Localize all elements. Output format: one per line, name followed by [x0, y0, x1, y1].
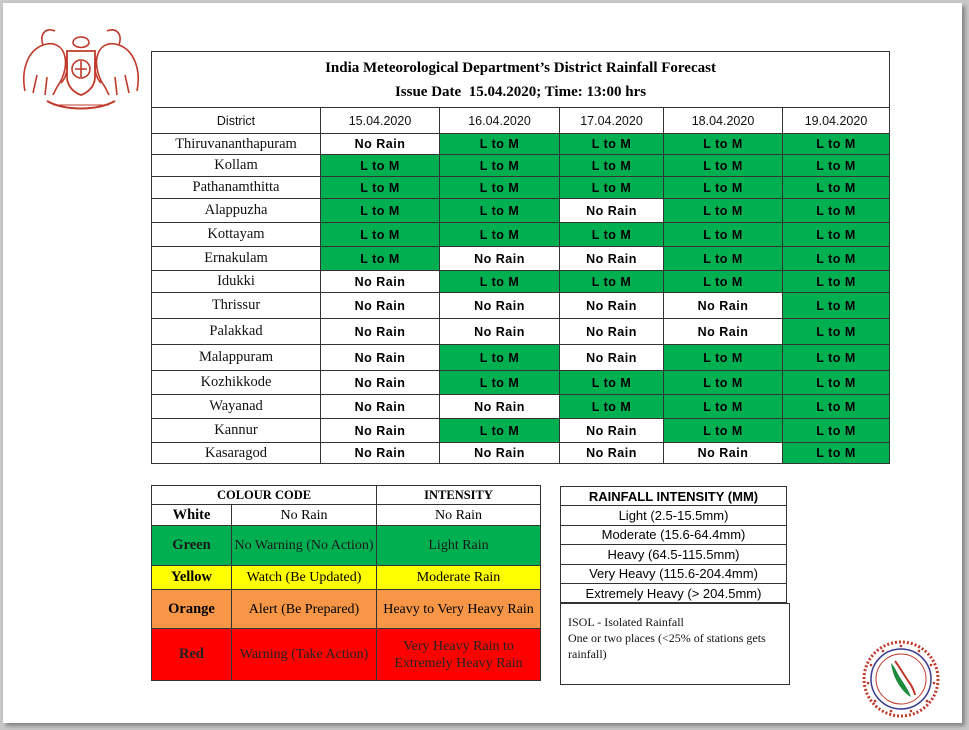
table-row [152, 419, 890, 443]
district-name: Ernakulam [152, 247, 321, 271]
colour-row-yellow [152, 566, 541, 590]
table-row [152, 443, 890, 464]
district-name: Kottayam [152, 223, 321, 247]
district-forecast-table [151, 51, 890, 464]
forecast-cell: No Rain [664, 319, 783, 345]
forecast-cell: L to M [664, 199, 783, 223]
forecast-cell: No Rain [321, 293, 440, 319]
table-row [152, 271, 890, 293]
colour-meaning: Watch (Be Updated) [232, 566, 377, 590]
table-row [152, 293, 890, 319]
forecast-cell: No Rain [321, 271, 440, 293]
forecast-cell: No Rain [321, 134, 440, 155]
isol-note-box [560, 603, 790, 685]
table-header-row [152, 108, 890, 134]
isol-description: One or two places (<25% of stations gets rainfall) [568, 631, 766, 661]
forecast-cell: No Rain [560, 419, 664, 443]
table-row [152, 345, 890, 371]
forecast-cell: L to M [321, 247, 440, 271]
forecast-cell: L to M [321, 199, 440, 223]
forecast-cell: L to M [560, 395, 664, 419]
colour-code-header: COLOUR CODE [152, 486, 377, 505]
district-name: Pathanamthitta [152, 177, 321, 199]
table-row [152, 395, 890, 419]
intensity-row: Heavy (64.5-115.5mm) [561, 545, 787, 564]
forecast-cell: L to M [440, 271, 560, 293]
colour-row-red [152, 629, 541, 681]
rainfall-intensity-table [560, 486, 787, 603]
intensity-row: Light (2.5-15.5mm) [561, 506, 787, 525]
table-row [152, 371, 890, 395]
forecast-cell: No Rain [560, 443, 664, 464]
district-name: Kozhikkode [152, 371, 321, 395]
forecast-cell: No Rain [560, 293, 664, 319]
intensity-row: Moderate (15.6-64.4mm) [561, 525, 787, 544]
forecast-title: India Meteorological Department’s District Rainfall Forecast [325, 59, 716, 76]
table-row [152, 319, 890, 345]
table-row [152, 134, 890, 155]
svg-text:• • •: • • • [74, 106, 88, 112]
forecast-cell: L to M [664, 177, 783, 199]
forecast-cell: L to M [560, 134, 664, 155]
date-header: 17.04.2020 [560, 108, 664, 134]
colour-meaning: Alert (Be Prepared) [232, 590, 377, 629]
forecast-cell: No Rain [560, 247, 664, 271]
date-header: 18.04.2020 [664, 108, 783, 134]
forecast-cell: No Rain [321, 345, 440, 371]
forecast-cell: No Rain [321, 319, 440, 345]
forecast-cell: L to M [783, 419, 890, 443]
colour-meaning: No Rain [232, 505, 377, 526]
forecast-cell: L to M [783, 177, 890, 199]
forecast-cell: No Rain [321, 395, 440, 419]
forecast-cell: L to M [783, 395, 890, 419]
district-name: Kasaragod [152, 443, 321, 464]
district-name: Thrissur [152, 293, 321, 319]
forecast-cell: L to M [440, 419, 560, 443]
forecast-cell: L to M [664, 345, 783, 371]
district-name: Thiruvananthapuram [152, 134, 321, 155]
colour-row-orange [152, 590, 541, 629]
forecast-cell: No Rain [440, 443, 560, 464]
forecast-cell: No Rain [664, 293, 783, 319]
forecast-body [152, 134, 890, 464]
district-name: Palakkad [152, 319, 321, 345]
forecast-cell: L to M [440, 371, 560, 395]
forecast-cell: L to M [664, 419, 783, 443]
intensity-header: INTENSITY [377, 486, 541, 505]
colour-row-green [152, 526, 541, 566]
colour-meaning: No Warning (No Action) [232, 526, 377, 566]
colour-intensity: Heavy to Very Heavy Rain [377, 590, 541, 629]
forecast-cell: L to M [440, 223, 560, 247]
forecast-cell: No Rain [321, 371, 440, 395]
date-header: 15.04.2020 [321, 108, 440, 134]
colour-code-header-row [152, 486, 541, 505]
forecast-cell: L to M [664, 247, 783, 271]
kerala-state-emblem-icon [17, 21, 145, 113]
colour-row-white [152, 505, 541, 526]
forecast-cell: No Rain [664, 443, 783, 464]
forecast-cell: L to M [783, 345, 890, 371]
forecast-cell: L to M [783, 134, 890, 155]
colour-intensity: Light Rain [377, 526, 541, 566]
issue-date: 15.04.2020 [468, 83, 537, 100]
forecast-cell: No Rain [440, 319, 560, 345]
forecast-cell: L to M [440, 134, 560, 155]
forecast-cell: L to M [321, 177, 440, 199]
colour-name: White [152, 505, 232, 526]
district-column-header: District [152, 108, 321, 134]
issue-label: Issue Date [394, 83, 462, 100]
colour-meaning: Warning (Take Action) [232, 629, 377, 681]
forecast-cell: No Rain [560, 345, 664, 371]
forecast-cell: L to M [560, 177, 664, 199]
district-name: Malappuram [152, 345, 321, 371]
district-name: Idukki [152, 271, 321, 293]
colour-code-table [151, 485, 541, 681]
isol-definition: ISOL - Isolated Rainfall [568, 615, 684, 629]
issue-line [152, 80, 889, 104]
forecast-cell: L to M [664, 134, 783, 155]
forecast-title-block [152, 52, 890, 108]
forecast-cell: L to M [664, 371, 783, 395]
forecast-cell: L to M [560, 371, 664, 395]
colour-intensity: Very Heavy Rain to Extremely Heavy Rain [377, 629, 541, 681]
forecast-cell: L to M [664, 271, 783, 293]
forecast-cell: L to M [440, 199, 560, 223]
forecast-cell: L to M [783, 319, 890, 345]
intensity-row: Extremely Heavy (> 204.5mm) [561, 583, 787, 602]
forecast-cell: No Rain [560, 319, 664, 345]
forecast-cell: L to M [440, 177, 560, 199]
forecast-cell: No Rain [440, 247, 560, 271]
issue-time: ; Time: 13:00 hrs [536, 83, 647, 100]
forecast-cell: No Rain [440, 395, 560, 419]
forecast-cell: L to M [440, 345, 560, 371]
slide [3, 3, 962, 723]
forecast-cell: L to M [321, 223, 440, 247]
forecast-cell: L to M [440, 155, 560, 177]
forecast-cell: L to M [560, 223, 664, 247]
forecast-cell: No Rain [440, 293, 560, 319]
forecast-cell: No Rain [560, 199, 664, 223]
date-header: 19.04.2020 [783, 108, 890, 134]
forecast-cell: No Rain [321, 419, 440, 443]
colour-intensity: No Rain [377, 505, 541, 526]
colour-name: Red [152, 629, 232, 681]
forecast-cell: L to M [321, 155, 440, 177]
district-name: Kollam [152, 155, 321, 177]
forecast-cell: L to M [664, 395, 783, 419]
table-row [152, 155, 890, 177]
forecast-cell: L to M [783, 155, 890, 177]
forecast-cell: L to M [783, 199, 890, 223]
forecast-cell: No Rain [321, 443, 440, 464]
rainfall-intensity-title: RAINFALL INTENSITY (MM) [561, 487, 787, 506]
forecast-cell: L to M [783, 293, 890, 319]
forecast-cell: L to M [664, 155, 783, 177]
forecast-cell: L to M [560, 155, 664, 177]
forecast-cell: L to M [783, 223, 890, 247]
kerala-disaster-management-logo-icon [861, 639, 941, 719]
forecast-cell: L to M [783, 443, 890, 464]
district-name: Alappuzha [152, 199, 321, 223]
district-name: Wayanad [152, 395, 321, 419]
table-row [152, 247, 890, 271]
table-row [152, 177, 890, 199]
colour-name: Orange [152, 590, 232, 629]
colour-intensity: Moderate Rain [377, 566, 541, 590]
colour-name: Yellow [152, 566, 232, 590]
district-name: Kannur [152, 419, 321, 443]
table-row [152, 199, 890, 223]
forecast-cell: L to M [560, 271, 664, 293]
date-header: 16.04.2020 [440, 108, 560, 134]
intensity-row: Very Heavy (115.6-204.4mm) [561, 564, 787, 583]
forecast-cell: L to M [783, 247, 890, 271]
forecast-cell: L to M [783, 371, 890, 395]
forecast-cell: L to M [783, 271, 890, 293]
colour-name: Green [152, 526, 232, 566]
table-row [152, 223, 890, 247]
forecast-cell: L to M [664, 223, 783, 247]
